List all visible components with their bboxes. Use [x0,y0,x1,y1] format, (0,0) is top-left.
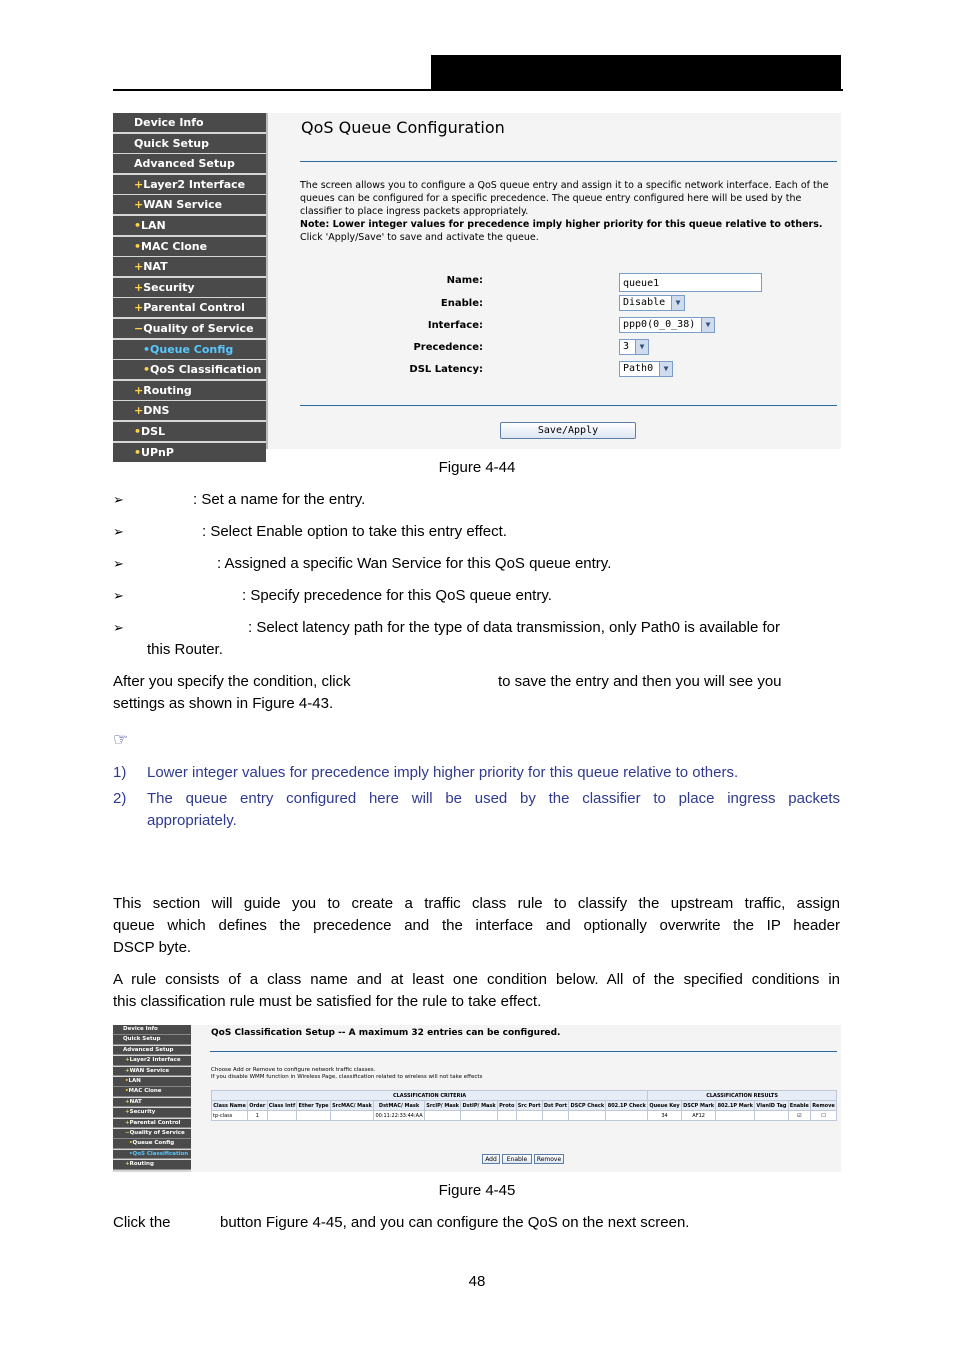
table-cell [424,1111,460,1121]
sidebar-item[interactable] [113,1119,191,1129]
table-cell [755,1111,788,1121]
sidebar-item[interactable] [113,340,266,359]
bullet-latency-cont: this Router. [147,641,223,658]
sidebar-item-prefix: • [143,342,151,356]
sidebar-item[interactable] [113,113,266,132]
table-cell [297,1111,330,1121]
sidebar-item-label: Queue Config [132,1140,175,1147]
figure-4-45-screenshot [113,1025,841,1172]
table-header-cell: Dst Port [543,1102,568,1109]
table-cell[interactable]: ☐ [810,1111,836,1121]
table-header-cell: Src Port [517,1102,541,1109]
click-text-a: Click the [113,1214,171,1231]
sidebar-item[interactable] [113,1129,191,1139]
sidebar-item[interactable] [113,1067,191,1077]
latency-select[interactable] [619,361,673,377]
table-header-cell: 802.1P Check [607,1102,646,1109]
sidebar-item[interactable] [113,422,266,441]
note-hand-icon: ☞ [113,730,129,749]
sidebar-item-label: DNS [143,404,170,418]
bullet-arrow-icon: ➢ [113,492,124,507]
criteria-group: CLASSIFICATION CRITERIA [212,1091,648,1101]
sidebar-item-label: Parental Control [129,1119,181,1126]
sidebar-item[interactable] [113,1150,191,1160]
sidebar-item[interactable] [113,298,266,317]
sidebar-item[interactable] [113,195,266,214]
sidebar-item-label: UPnP [141,445,174,459]
interface-label: Interface: [427,320,483,331]
sidebar-item-prefix: − [134,322,144,335]
sidebar-item-label: Quick Setup [134,136,209,150]
desc-text: The screen allows you to configure a QoS queue entry and assign it to a specific network interface. Each of the queues can be configured for a specific precedence. The queue entry configured here will be used by the classifier to place ingress packets appropriately. [300,180,829,217]
sidebar-item-prefix: + [134,301,144,315]
table-cell [267,1111,297,1121]
sidebar-item-prefix: + [125,1067,130,1074]
sidebar-item[interactable] [113,1035,191,1045]
sidebar-item-label: QoS Classification [150,363,262,377]
sidebar-item-label: Device Info [123,1026,158,1032]
sidebar-item-prefix: + [134,280,144,294]
note-2-text: The queue entry configured here will be used by the classifier to place ingress packets [147,790,840,807]
sidebar-item-label: Parental Control [143,301,245,315]
sidebar-item[interactable] [113,1077,191,1087]
sidebar-item-label: Layer2 Interface [129,1057,181,1064]
sidebar-item[interactable] [113,278,266,297]
rule-para-1: A rule consists of a class name and at least one condition below. All of the specified conditions in [113,971,840,988]
sidebar-item[interactable] [113,257,266,276]
sidebar-item[interactable] [113,1087,191,1097]
enable-button[interactable]: Enable [502,1154,532,1164]
table-header-cell: SrcMAC/ Mask [332,1102,372,1109]
table-header-cell: DSCP Check [570,1102,605,1109]
figure-caption: Figure 4-44 [438,459,516,476]
chevron-down-icon: ▼ [701,318,714,332]
sidebar-item-label: Quick Setup [123,1036,161,1043]
bullet-name: : Set a name for the entry. [193,491,366,508]
table-header-cell: Remove [812,1102,835,1109]
sidebar-item[interactable] [113,401,266,420]
sidebar-item-label: LAN [141,219,166,232]
sidebar-item-prefix: + [134,404,144,418]
form-divider [300,405,837,406]
after-para-a: After you specify the condition, click [113,673,351,690]
save-apply-button[interactable]: Save/Apply [500,422,636,439]
table-cell: 1 [248,1111,267,1121]
sidebar-item[interactable] [113,237,266,256]
table-header-cell: Enable [789,1102,809,1109]
table-cell: 34 [648,1111,682,1121]
sidebar-item-label: Advanced Setup [123,1046,174,1053]
sidebar-item-label: Quality of Service [129,1130,185,1136]
add-button[interactable]: Add [482,1154,500,1164]
bullet-interface: : Assigned a specific Wan Service for this QoS queue entry. [217,555,612,572]
sidebar-item[interactable] [113,381,266,400]
classification-desc-1: Choose Add or Remove to configure network traffic classes. [211,1067,376,1073]
table-cell [542,1111,569,1121]
sidebar-item-label: WAN Service [129,1067,170,1074]
sidebar-item-label: Quality of Service [143,322,254,335]
sidebar-item[interactable] [113,319,266,338]
header-bar [431,55,841,89]
sidebar-item-label: MAC Clone [128,1088,162,1095]
chevron-down-icon: ▼ [635,340,648,354]
rule-para-2: this classification rule must be satisfied for the rule to take effect. [113,993,542,1010]
router-menu [113,113,268,459]
table-header-cell: Queue Key [649,1102,680,1109]
table-header-cell: DstMAC/ Mask [374,1101,425,1111]
sidebar-item-prefix: • [125,1088,129,1095]
sidebar-item[interactable] [113,1025,191,1035]
bullet-precedence: : Specify precedence for this QoS queue entry. [242,587,552,604]
sidebar-item-prefix: • [134,445,142,459]
results-group: CLASSIFICATION RESULTS [648,1091,837,1101]
figure-caption-45: Figure 4-45 [438,1182,516,1199]
classification-table [211,1090,837,1121]
table-cell [461,1111,498,1121]
sidebar-item-prefix: • [129,1140,133,1147]
name-input[interactable]: queue1 [619,273,762,292]
sidebar-item-prefix: + [125,1057,130,1064]
after-para-c: settings as shown in Figure 4-43. [113,695,334,712]
sidebar-item[interactable] [113,175,266,194]
sidebar-item-label: Device Info [134,116,204,129]
bullet-arrow-icon: ➢ [113,556,124,571]
router-menu-small [113,1025,191,1172]
sidebar-item-label: LAN [128,1078,141,1084]
sidebar-item-label: Security [143,280,195,294]
precedence-value: 3 [623,341,630,352]
sidebar-item-prefix: • [134,239,142,253]
classification-desc-2: If you disable WMM function in Wireless Page, classification related to wireless will not take effects [211,1074,483,1080]
sidebar-item-prefix: • [134,219,142,232]
sidebar-item-label: Routing [129,1161,154,1168]
name-label: Name: [446,275,483,286]
sidebar-item-label: DSL [141,425,166,438]
desc-instruction: Click 'Apply/Save' to save and activate the queue. [300,232,539,243]
table-header-cell: Ether Type [298,1102,329,1109]
sidebar-item-prefix: • [134,425,142,438]
note-2-num: 2) [113,790,127,807]
table-cell: AF12 [681,1111,715,1121]
sidebar-item-label: WAN Service [143,198,223,212]
table-cell [516,1111,542,1121]
sidebar-item-label: MAC Clone [141,239,208,253]
table-cell: 00:11:22:33:44:AA [375,1112,423,1119]
table-cell [606,1111,648,1121]
sidebar-item-prefix: + [134,260,144,274]
sidebar-item[interactable] [113,1046,191,1056]
desc-note: Note: Lower integer values for precedence imply higher priority for this queue relative to others. [300,219,823,230]
table-header-cell: DSCP Mark [683,1102,715,1109]
table-cell [569,1111,606,1121]
section-para-2: queue which defines the precedence and the interface and optionally overwrite the IP header [113,917,840,934]
table-header-cell: Class Intf [268,1102,296,1109]
precedence-label: Precedence: [413,342,483,353]
sidebar-item-label: Advanced Setup [134,157,235,171]
sidebar-item[interactable] [113,154,266,173]
figure-4-44-screenshot [113,113,841,459]
header-rule [113,89,843,91]
sidebar-item[interactable] [113,360,266,379]
note-2-cont: appropriately. [147,812,237,829]
sidebar-item-prefix: + [125,1161,130,1168]
sidebar-item-label: NAT [143,260,168,274]
sidebar-item-prefix: + [134,383,144,397]
table-cell [330,1111,373,1121]
title-divider [210,1051,837,1052]
bullet-arrow-icon: ➢ [113,524,124,539]
table-header-cell: Order [249,1102,266,1109]
latency-value: Path0 [623,363,654,374]
sidebar-item-prefix: − [125,1130,130,1136]
table-row [212,1111,837,1121]
sidebar-item[interactable] [113,1139,191,1149]
sidebar-item[interactable] [113,1056,191,1066]
sidebar-item[interactable] [113,216,266,235]
table-cell: tp-class [212,1111,248,1121]
sidebar-item[interactable] [113,1098,191,1108]
sidebar-item-prefix: • [125,1078,129,1084]
click-text-b: button Figure 4-45, and you can configure the QoS on the next screen. [220,1214,690,1231]
latency-label: DSL Latency: [409,364,483,375]
table-header-cell: DstIP/ Mask [462,1102,496,1109]
sidebar-item[interactable] [113,1160,191,1170]
table-header-row [212,1101,837,1111]
qos-queue-panel [270,113,841,449]
sidebar-item[interactable] [113,134,266,153]
sidebar-item[interactable] [113,1108,191,1118]
sidebar-item-label: NAT [129,1098,142,1105]
table-group-row [212,1091,837,1101]
sidebar-item-label: Security [129,1109,156,1116]
sidebar-item-label: QoS Classification [132,1150,189,1157]
enable-select[interactable] [619,295,685,311]
sidebar-item-prefix: + [125,1109,130,1116]
section-para-1: This section will guide you to create a traffic class rule to classify the upstream traffic, assign [113,895,840,912]
sidebar-item-prefix: + [125,1119,130,1126]
table-header-cell: Proto [499,1102,515,1109]
table-header-cell: SrcIP/ Mask [426,1102,459,1109]
note-1-num: 1) [113,764,127,781]
remove-button[interactable]: Remove [534,1154,564,1164]
enable-value: Disable [623,297,666,308]
interface-value: ppp0(0_0_38) [623,319,696,330]
bullet-enable: : Select Enable option to take this entry effect. [202,523,507,540]
table-header-cell: VlanID Tag [756,1102,787,1109]
note-1-text: Lower integer values for precedence imply higher priority for this queue relative to others. [147,764,739,781]
chevron-down-icon: ▼ [659,362,672,376]
sidebar-item-prefix: + [134,198,144,212]
bullet-latency: : Select latency path for the type of data transmission, only Path0 is available for [248,619,780,636]
bullet-arrow-icon: ➢ [113,620,124,635]
page-number: 48 [468,1273,486,1290]
classification-title: QoS Classification Setup -- A maximum 32 entries can be configured. [211,1028,561,1038]
bullet-arrow-icon: ➢ [113,588,124,603]
table-header-cell: Class Name [213,1102,246,1109]
after-para-b: to save the entry and then you will see you [498,673,782,690]
sidebar-item-prefix: + [134,177,144,191]
sidebar-item-label: Layer2 Interface [143,177,246,191]
panel-description [300,179,840,244]
sidebar-item-prefix: • [143,363,151,377]
table-cell [716,1111,755,1121]
enable-label: Enable: [440,298,483,309]
sidebar-item-prefix: • [129,1150,133,1157]
title-divider [300,161,837,162]
section-para-3: DSCP byte. [113,939,192,956]
table-cell [497,1111,516,1121]
precedence-select[interactable] [619,339,649,355]
chevron-down-icon: ▼ [671,296,684,310]
sidebar-item-prefix: + [125,1098,130,1105]
interface-select[interactable] [619,317,715,333]
sidebar-item-label: Routing [143,383,192,397]
table-header-cell: 802.1P Mark [717,1102,753,1109]
panel-title: QoS Queue Configuration [301,118,505,137]
table-cell[interactable]: ☑ [788,1111,810,1121]
sidebar-item-label: Queue Config [150,342,234,356]
